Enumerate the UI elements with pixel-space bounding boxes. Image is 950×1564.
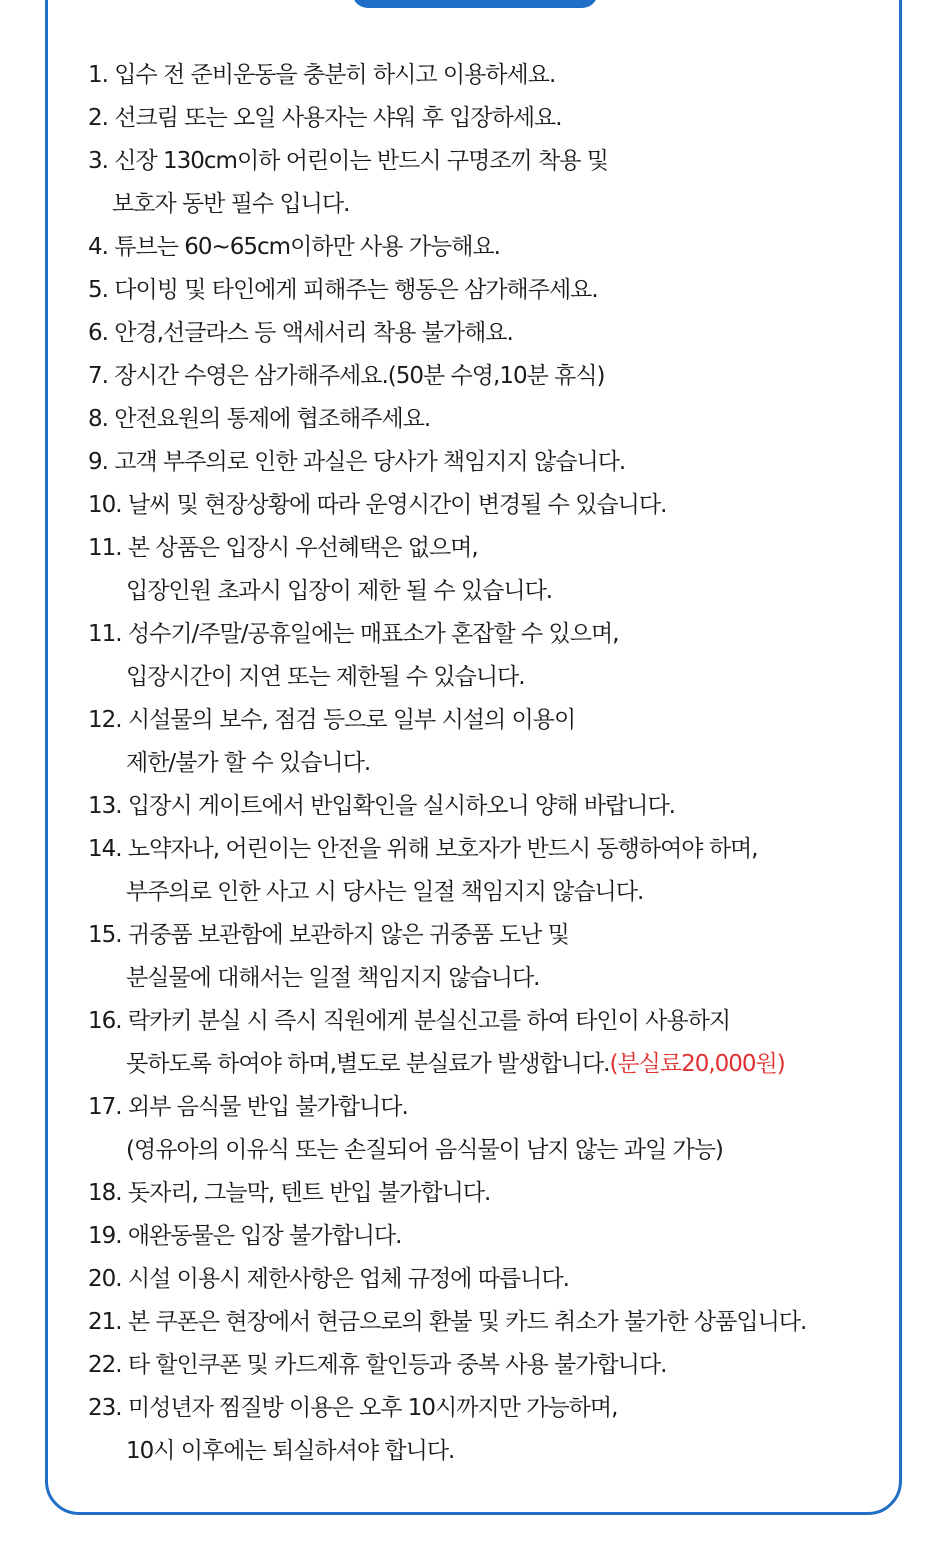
rule-20: 20. 시설 이용시 제한사항은 업체 규정에 따릅니다. [88,1266,569,1292]
rules-list [88,56,898,1475]
rule-13: 13. 입장시 게이트에서 반입확인을 실시하오니 양해 바랍니다. [88,793,675,819]
rule-11a-cont: 입장인원 초과시 입장이 제한 될 수 있습니다. [126,578,553,604]
rule-6: 6. 안경,선글라스 등 액세서리 착용 불가해요. [88,320,513,346]
lost-fee-note: (분실료20,000원) [609,1051,785,1077]
rule-19: 19. 애완동물은 입장 불가합니다. [88,1223,402,1249]
rule-17-cont: (영유아의 이유식 또는 손질되어 음식물이 남지 않는 과일 가능) [126,1137,723,1163]
rule-10: 10. 날씨 및 현장상황에 따라 운영시간이 변경될 수 있습니다. [88,492,667,518]
header-tab [352,0,598,8]
rule-11b: 11. 성수기/주말/공휴일에는 매표소가 혼잡할 수 있으며, [88,621,619,647]
rule-18: 18. 돗자리, 그늘막, 텐트 반입 불가합니다. [88,1180,491,1206]
rule-23-cont: 10시 이후에는 퇴실하셔야 합니다. [126,1438,455,1464]
rule-14: 14. 노약자나, 어린이는 안전을 위해 보호자가 반드시 동행하여야 하며, [88,836,758,862]
rule-16-cont [88,1045,898,1088]
rule-23: 23. 미성년자 찜질방 이용은 오후 10시까지만 가능하며, [88,1395,618,1421]
rule-4: 4. 튜브는 60~65cm이하만 사용 가능해요. [88,234,500,260]
rule-5: 5. 다이빙 및 타인에게 피해주는 행동은 삼가해주세요. [88,277,598,303]
rule-1: 1. 입수 전 준비운동을 충분히 하시고 이용하세요. [88,62,556,88]
rule-12-cont: 제한/불가 할 수 있습니다. [126,750,371,776]
rule-11b-cont: 입장시간이 지연 또는 제한될 수 있습니다. [126,664,525,690]
rule-21: 21. 본 쿠폰은 현장에서 현금으로의 환불 및 카드 취소가 불가한 상품입니다. [88,1309,807,1335]
rule-3: 3. 신장 130cm이하 어린이는 반드시 구명조끼 착용 및 [88,148,608,174]
rule-17: 17. 외부 음식물 반입 불가합니다. [88,1094,408,1120]
rule-16-cont-text: 못하도록 하여야 하며,별도로 분실료가 발생합니다. [126,1051,610,1077]
rule-22: 22. 타 할인쿠폰 및 카드제휴 할인등과 중복 사용 불가합니다. [88,1352,667,1378]
rule-7: 7. 장시간 수영은 삼가해주세요.(50분 수영,10분 휴식) [88,363,605,389]
rule-9: 9. 고객 부주의로 인한 과실은 당사가 책임지지 않습니다. [88,449,626,475]
rule-15: 15. 귀중품 보관함에 보관하지 않은 귀중품 도난 및 [88,922,569,948]
rule-12: 12. 시설물의 보수, 점검 등으로 일부 시설의 이용이 [88,707,576,733]
rule-3-cont: 보호자 동반 필수 입니다. [112,191,350,217]
rule-15-cont: 분실물에 대해서는 일절 책임지지 않습니다. [126,965,540,991]
rule-2: 2. 선크림 또는 오일 사용자는 샤워 후 입장하세요. [88,105,562,131]
rule-11a: 11. 본 상품은 입장시 우선혜택은 없으며, [88,535,478,561]
rule-14-cont: 부주의로 인한 사고 시 당사는 일절 책임지지 않습니다. [126,879,644,905]
rule-16: 16. 락카키 분실 시 즉시 직원에게 분실신고를 하여 타인이 사용하지 [88,1008,731,1034]
rule-8: 8. 안전요원의 통제에 협조해주세요. [88,406,431,432]
